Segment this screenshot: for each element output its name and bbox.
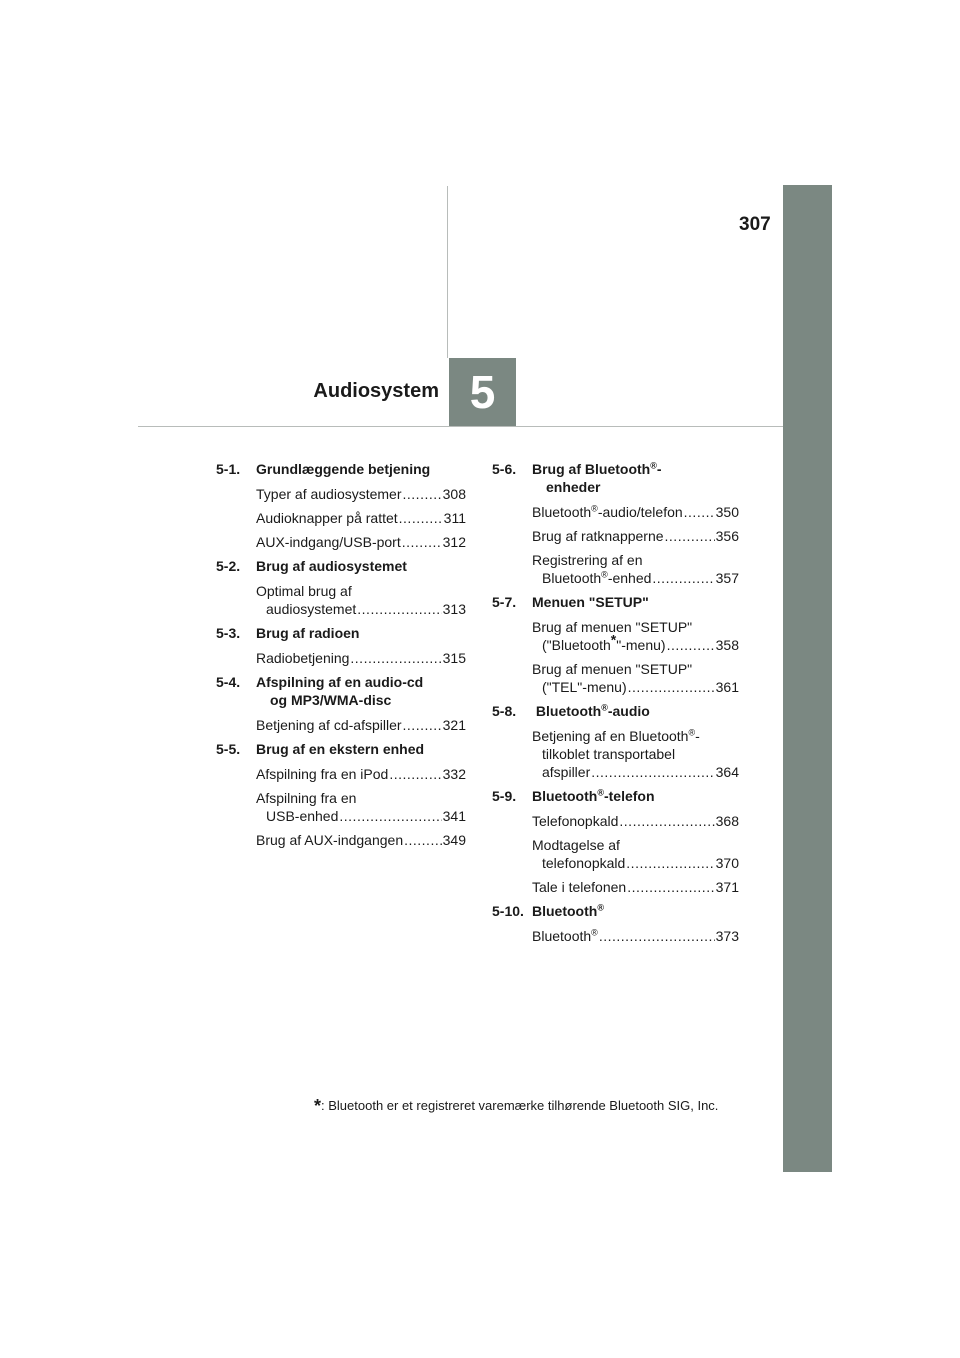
- footnote: [314, 1098, 718, 1119]
- chapter-title: Audiosystem: [313, 380, 439, 402]
- section-title: [256, 673, 423, 709]
- toc-entry[interactable]: [256, 582, 466, 618]
- section-title-text: Brug af Bluetooth: [532, 461, 651, 477]
- entry-text-line1: Brug af menuen "SETUP": [532, 619, 693, 635]
- toc-right-column: [492, 460, 739, 951]
- header-horizontal-rule: [138, 426, 783, 427]
- entry-text-line1: [532, 727, 739, 745]
- section-number: 5-2.: [216, 558, 241, 574]
- entry-page: 349: [442, 832, 466, 848]
- toc-section-5-2[interactable]: [216, 557, 466, 575]
- toc-entry[interactable]: [532, 812, 739, 830]
- entry-text: Radiobetjening: [256, 650, 350, 666]
- toc-entry[interactable]: [532, 878, 739, 896]
- toc-entry[interactable]: [532, 551, 739, 587]
- entry-text-line1: Optimal brug af: [256, 583, 352, 599]
- toc-section-5-7[interactable]: [492, 593, 739, 611]
- entry-text-line1: Afspilning fra en: [256, 790, 357, 806]
- section-title-line1: Afspilning af en audio-cd: [256, 674, 424, 690]
- entry-text-part: -audio/telefon: [597, 504, 683, 520]
- entry-page: 361: [715, 679, 739, 695]
- section-title: Brug af radioen: [256, 625, 360, 641]
- entry-page: 356: [715, 528, 739, 544]
- header-vertical-rule: [447, 186, 448, 358]
- toc-entry[interactable]: [256, 716, 466, 734]
- chapter-number-box: 5: [449, 358, 516, 426]
- entry-page: 364: [715, 764, 739, 780]
- section-number: 5-8.: [492, 703, 517, 719]
- toc-entry[interactable]: [532, 503, 739, 521]
- section-title: [532, 460, 662, 496]
- entry-page: 368: [715, 813, 739, 829]
- toc-entry[interactable]: [532, 618, 739, 654]
- section-title: Brug af audiosystemet: [256, 558, 407, 574]
- section-number: 5-4.: [216, 674, 241, 690]
- footnote-text: : Bluetooth er et registreret varemærke tilhørende Bluetooth SIG, Inc.: [321, 1098, 719, 1113]
- registered-mark: ®: [601, 569, 608, 580]
- entry-text: [532, 927, 598, 945]
- entry-text: [542, 569, 651, 587]
- entry-text: [542, 631, 666, 654]
- toc-entry[interactable]: [256, 485, 466, 503]
- asterisk-mark: *: [610, 631, 617, 648]
- registered-mark: ®: [591, 503, 598, 514]
- registered-mark: ®: [650, 460, 657, 471]
- entry-page: 308: [442, 486, 466, 502]
- entry-page: 358: [715, 637, 739, 653]
- entry-text-part: Bluetooth: [532, 928, 592, 944]
- entry-text-part: "-menu): [616, 637, 666, 653]
- entry-text: ("TEL"-menu): [542, 679, 627, 695]
- toc-section-5-6[interactable]: [492, 460, 739, 496]
- entry-text: telefonopkald: [542, 855, 626, 871]
- entry-page: 312: [442, 534, 466, 550]
- entry-text: Typer af audiosystemer: [256, 486, 402, 502]
- section-title-text: Bluetooth: [535, 703, 602, 719]
- entry-text-line2: tilkoblet transportabel: [542, 746, 676, 762]
- section-title: Grundlæggende betjening: [256, 461, 431, 477]
- entry-page: 357: [715, 570, 739, 586]
- section-title-line2: enheder: [546, 479, 601, 495]
- registered-mark: ®: [597, 902, 604, 913]
- section-title: Menuen "SETUP": [532, 594, 649, 610]
- entry-text-part: -: [695, 728, 700, 744]
- registered-mark: ®: [591, 927, 598, 938]
- entry-page: 371: [715, 879, 739, 895]
- toc-section-5-3[interactable]: [216, 624, 466, 642]
- entry-text: USB-enhed: [266, 808, 339, 824]
- chapter-side-tab: [783, 185, 832, 1172]
- toc-entry[interactable]: [532, 660, 739, 696]
- toc-entry[interactable]: [532, 836, 739, 872]
- registered-mark: ®: [601, 702, 608, 713]
- section-title-text: -telefon: [603, 788, 655, 804]
- entry-text-line1: Modtagelse af: [532, 837, 620, 853]
- registered-mark: ®: [597, 787, 604, 798]
- entry-text-part: Bluetooth: [532, 504, 592, 520]
- entry-text: Betjening af cd-afspiller: [256, 717, 402, 733]
- section-title: [532, 902, 604, 920]
- toc-left-column: [216, 460, 466, 855]
- entry-text-part: ("Bluetooth: [542, 637, 611, 653]
- entry-text: [532, 503, 683, 521]
- toc-entry[interactable]: [256, 789, 466, 825]
- registered-mark: ®: [688, 727, 696, 738]
- section-number: 5-10.: [492, 903, 524, 919]
- entry-text: afspiller: [542, 764, 591, 780]
- section-title-text: Bluetooth: [532, 903, 598, 919]
- section-number: 5-5.: [216, 741, 241, 757]
- entry-text-line1: Brug af menuen "SETUP": [532, 661, 693, 677]
- toc-entry[interactable]: [532, 927, 739, 945]
- entry-page: 315: [442, 650, 466, 666]
- toc-entry[interactable]: [256, 509, 466, 527]
- entry-text-part: -enhed: [607, 570, 652, 586]
- section-title-text: Bluetooth: [532, 788, 598, 804]
- entry-page: 341: [442, 808, 466, 824]
- entry-text-part: Betjening af en Bluetooth: [532, 728, 689, 744]
- toc-entry[interactable]: [256, 533, 466, 551]
- toc-entry[interactable]: [532, 527, 739, 545]
- section-number: 5-3.: [216, 625, 241, 641]
- entry-text: Brug af ratknapperne: [532, 528, 664, 544]
- toc-section-5-8[interactable]: [492, 702, 739, 720]
- section-title-text: -audio: [607, 703, 650, 719]
- entry-page: 311: [443, 510, 466, 526]
- section-number: 5-7.: [492, 594, 517, 610]
- toc-entry[interactable]: [256, 649, 466, 667]
- toc-section-5-1[interactable]: [216, 460, 466, 478]
- toc-section-5-9[interactable]: [492, 787, 739, 805]
- section-number: 5-6.: [492, 461, 517, 477]
- page-number: 307: [739, 214, 771, 235]
- entry-text: audiosystemet: [266, 601, 357, 617]
- toc-section-5-10[interactable]: [492, 902, 739, 920]
- section-number: 5-1.: [216, 461, 241, 477]
- entry-text-line1: Registrering af en: [532, 552, 643, 568]
- entry-page: 370: [715, 855, 739, 871]
- entry-text: Afspilning fra en iPod: [256, 766, 389, 782]
- section-title: [532, 787, 655, 805]
- entry-text: Audioknapper på rattet: [256, 510, 398, 526]
- entry-text: Telefonopkald: [532, 813, 619, 829]
- entry-page: 350: [715, 504, 739, 520]
- toc-entry[interactable]: [256, 765, 466, 783]
- section-title-text: -: [656, 461, 662, 477]
- entry-text: Tale i telefonen: [532, 879, 627, 895]
- toc-entry[interactable]: [532, 727, 739, 781]
- toc-section-5-4[interactable]: [216, 673, 466, 709]
- toc-entry[interactable]: [256, 831, 466, 849]
- entry-page: 332: [442, 766, 466, 782]
- section-title: Brug af en ekstern enhed: [256, 741, 425, 757]
- entry-page: 321: [442, 717, 466, 733]
- entry-text: AUX-indgang/USB-port: [256, 534, 401, 550]
- toc-section-5-5[interactable]: [216, 740, 466, 758]
- entry-text-part: Bluetooth: [542, 570, 602, 586]
- entry-page: 373: [715, 928, 739, 944]
- entry-page: 313: [442, 601, 466, 617]
- section-title: [532, 702, 650, 720]
- footnote-asterisk: *: [314, 1096, 322, 1116]
- entry-text: Brug af AUX-indgangen: [256, 832, 404, 848]
- section-number: 5-9.: [492, 788, 517, 804]
- section-title-line2: og MP3/WMA-disc: [270, 692, 392, 708]
